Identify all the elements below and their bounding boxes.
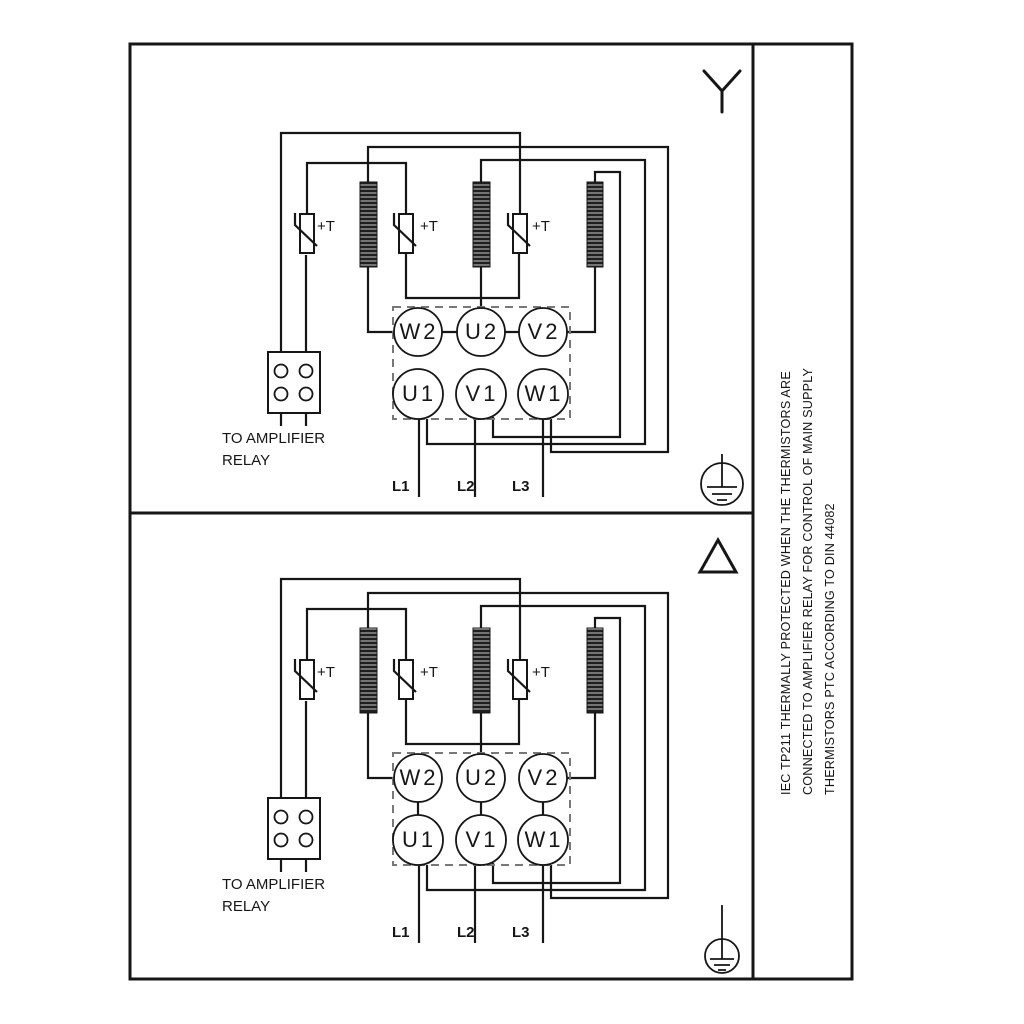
thermistor-symbol-1 [295, 659, 335, 699]
thermistor-symbol-2 [394, 213, 438, 253]
relay-stub-wires [281, 859, 306, 872]
amplifier-relay-caption-line1: TO AMPLIFIER [222, 876, 326, 893]
amplifier-relay-caption-line1: TO AMPLIFIER [222, 430, 326, 447]
terminal-label-u2: U2 [464, 319, 500, 344]
winding-coil-w [360, 182, 377, 267]
thermistor-symbol-3 [508, 213, 550, 253]
thermistor-label: +T [420, 664, 438, 681]
thermistor-label: +T [420, 218, 438, 235]
delta-panel [222, 540, 739, 973]
terminal-label-w2: W2 [399, 319, 439, 344]
side-note [779, 367, 837, 795]
thermistor-symbol-2 [394, 659, 438, 699]
relay-stub-wires [281, 413, 306, 426]
winding-coil-v [587, 628, 603, 713]
side-note-line1: IEC TP211 THERMALLY PROTECTED WHEN THE THERMISTORS ARE [779, 371, 793, 795]
supply-label-l3: L3 [512, 924, 530, 941]
winding-coils [360, 628, 603, 713]
supply-label-l2: L2 [457, 478, 475, 495]
amplifier-relay-caption-line2: RELAY [222, 452, 271, 469]
supply-label-l1: L1 [392, 924, 410, 941]
terminal-label-u1: U1 [401, 381, 437, 406]
terminal-label-w1: W1 [524, 381, 564, 406]
thermistor-symbol-3 [508, 659, 550, 699]
relay-terminal-block [222, 798, 325, 915]
relay-box [268, 798, 320, 859]
terminal-board [393, 307, 570, 419]
thermistor-label: +T [532, 664, 550, 681]
thermistors [295, 213, 550, 253]
earth-ground-icon [701, 454, 743, 505]
thermistor-label: +T [317, 218, 335, 235]
supply-labels [392, 924, 530, 941]
terminal-label-u1: U1 [401, 827, 437, 852]
terminal-label-v2: V2 [527, 319, 561, 344]
winding-coil-u [473, 628, 490, 713]
delta-connection-icon [700, 540, 736, 572]
relay-box [268, 352, 320, 413]
star-connection-icon [704, 71, 740, 112]
thermistor-symbol-1 [295, 213, 335, 253]
terminal-label-v1: V1 [465, 827, 499, 852]
side-note-line3: THERMISTORS PTC ACCORDING TO DIN 44082 [823, 503, 837, 795]
earth-ground-icon [705, 905, 739, 973]
winding-coils [360, 182, 603, 267]
star-panel [222, 71, 743, 505]
terminal-label-w1: W1 [524, 827, 564, 852]
relay-terminal-block [222, 352, 325, 469]
winding-coil-w [360, 628, 377, 713]
thermistor-label: +T [317, 664, 335, 681]
supply-label-l2: L2 [457, 924, 475, 941]
winding-coil-u [473, 182, 490, 267]
side-note-line2: CONNECTED TO AMPLIFIER RELAY FOR CONTROL OF MAIN SUPPLY [801, 367, 815, 795]
amplifier-relay-caption-line2: RELAY [222, 898, 271, 915]
thermistor-label: +T [532, 218, 550, 235]
terminal-label-v2: V2 [527, 765, 561, 790]
thermistors [295, 659, 550, 699]
supply-label-l1: L1 [392, 478, 410, 495]
supply-label-l3: L3 [512, 478, 530, 495]
terminal-label-w2: W2 [399, 765, 439, 790]
winding-coil-v [587, 182, 603, 267]
terminal-label-u2: U2 [464, 765, 500, 790]
supply-labels [392, 478, 530, 495]
terminal-label-v1: V1 [465, 381, 499, 406]
